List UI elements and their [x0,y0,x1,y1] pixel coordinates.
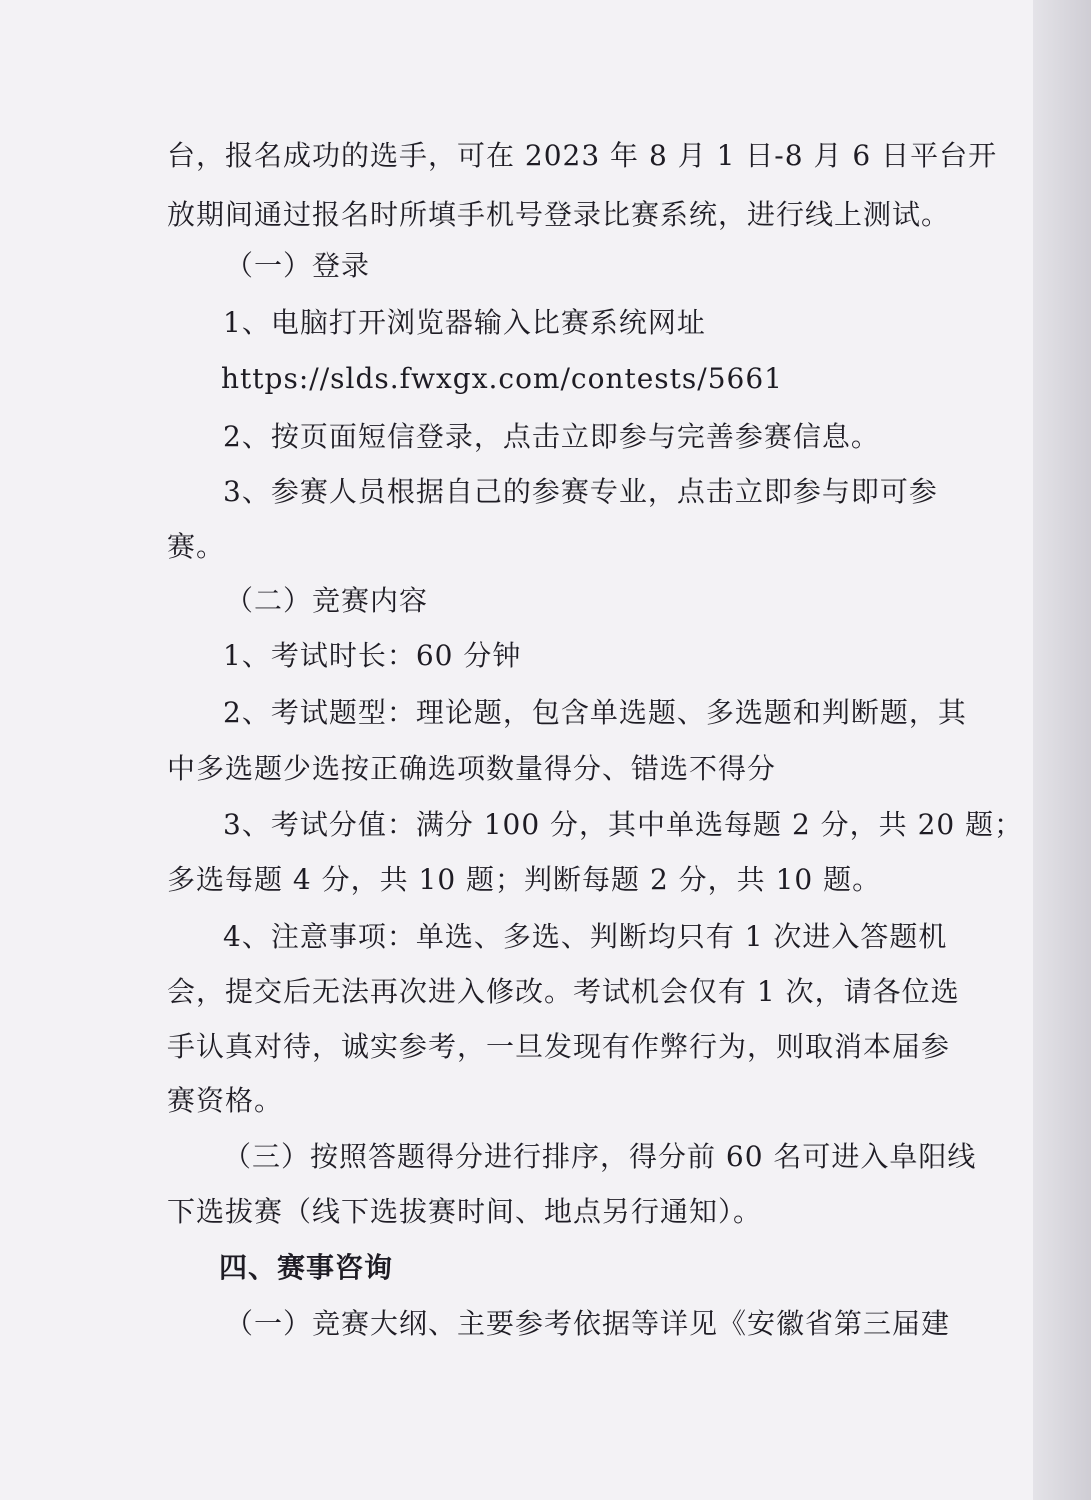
section-heading-content: （二）竞赛内容 [225,584,429,617]
text-line: （三）按照答题得分进行排序，得分前 60 名可进入阜阳线 [223,1140,977,1173]
text-line: 4、注意事项：单选、多选、判断均只有 1 次进入答题机 [223,920,948,953]
text-line: 赛资格。 [167,1084,284,1117]
text-line: 2、按页面短信登录，点击立即参与完善参赛信息。 [223,420,880,453]
text-line: 手认真对待，诚实参考，一旦发现有作弊行为，则取消本届参 [167,1030,951,1063]
text-line: 2、考试题型：理论题，包含单选题、多选题和判断题，其 [223,696,967,729]
text-line: 台，报名成功的选手，可在 2023 年 8 月 1 日-8 月 6 日平台开 [167,139,998,172]
text-line: 赛。 [167,530,226,563]
text-line: 1、考试时长：60 分钟 [223,639,522,672]
text-line: 下选拔赛（线下选拔赛时间、地点另行通知）。 [167,1195,763,1228]
section-heading-consultation: 四、赛事咨询 [219,1251,394,1284]
text-line: 3、考试分值：满分 100 分，其中单选每题 2 分，共 20 题； [223,808,1024,841]
text-line: 中多选题少选按正确选项数量得分、错选不得分 [167,752,777,785]
text-line: 会，提交后无法再次进入修改。考试机会仅有 1 次，请各位选 [167,975,960,1008]
page-edge-shadow [1033,0,1091,1500]
contest-url: https://slds.fwxgx.com/contests/5661 [221,362,783,395]
text-line: 多选每题 4 分，共 10 题；判断每题 2 分，共 10 题。 [167,863,882,896]
text-line: （一）竞赛大纲、主要参考依据等详见《安徽省第三届建 [225,1307,951,1340]
text-line: 放期间通过报名时所填手机号登录比赛系统，进行线上测试。 [167,198,951,231]
text-line: 3、参赛人员根据自己的参赛专业，点击立即参与即可参 [223,475,938,508]
section-heading-login: （一）登录 [225,249,371,282]
text-line: 1、电脑打开浏览器输入比赛系统网址 [223,306,706,339]
